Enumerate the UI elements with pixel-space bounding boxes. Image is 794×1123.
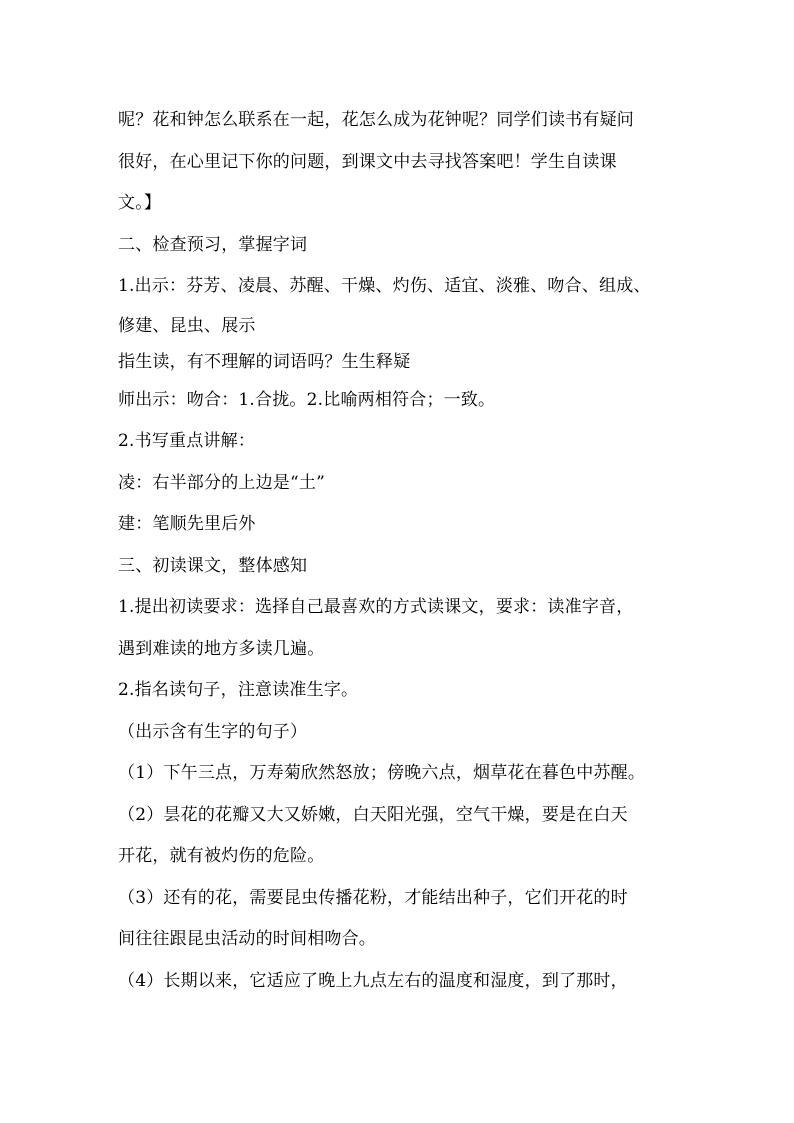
paragraph-line: （4）长期以来，它适应了晚上九点左右的温度和湿度，到了那时，	[118, 970, 628, 991]
paragraph-line: 1.出示：芬芳、凌晨、苏醒、干燥、灼伤、适宜、淡雅、吻合、组成、	[118, 276, 651, 296]
paragraph-line: 建：笔顺先里后外	[118, 514, 256, 534]
paragraph-line: 很好，在心里记下你的问题，到课文中去寻找答案吧！学生自读课	[118, 151, 617, 172]
paragraph-line: 文。】	[118, 193, 162, 213]
paragraph-line: 2.书写重点讲解：	[118, 431, 256, 451]
section-heading: 三、初读课文，整体感知	[118, 555, 308, 576]
document-body	[118, 100, 688, 1002]
paragraph-line: 遇到难读的地方多读几遍。	[118, 638, 325, 659]
section-heading: 二、检查预习，掌握字词	[118, 234, 308, 255]
paragraph-line: 开花，就有被灼伤的危险。	[118, 846, 325, 866]
paragraph-line: （2）昙花的花瓣又大又娇嫩，白天阳光强，空气干燥，要是在白天	[118, 804, 628, 825]
paragraph-line: （3）还有的花，需要昆虫传播花粉，才能结出种子，它们开花的时	[118, 887, 628, 908]
paragraph-line: 呢？花和钟怎么联系在一起，花怎么成为花钟呢？同学们读书有疑问	[118, 110, 634, 130]
paragraph-line: （出示含有生字的句子）	[118, 721, 308, 742]
paragraph-line: 2.指名读句子，注意读准生字。	[118, 680, 359, 700]
paragraph-line: 指生读，有不理解的词语吗？生生释疑	[118, 351, 411, 372]
paragraph-line: （1）下午三点，万寿菊欣然怒放；傍晚六点，烟草花在暮色中苏醒。	[118, 763, 646, 783]
paragraph-line: 1.提出初读要求：选择自己最喜欢的方式读课文，要求：读准字音，	[118, 597, 634, 617]
paragraph-line: 凌：右半部分的上边是“土”	[118, 472, 325, 493]
paragraph-line: 间往往跟昆虫活动的时间相吻合。	[118, 929, 376, 949]
paragraph-line: 师出示：吻合：1.合拢。2.比喻两相符合；一致。	[118, 389, 496, 410]
paragraph-line: 修建、昆虫、展示	[118, 315, 256, 336]
